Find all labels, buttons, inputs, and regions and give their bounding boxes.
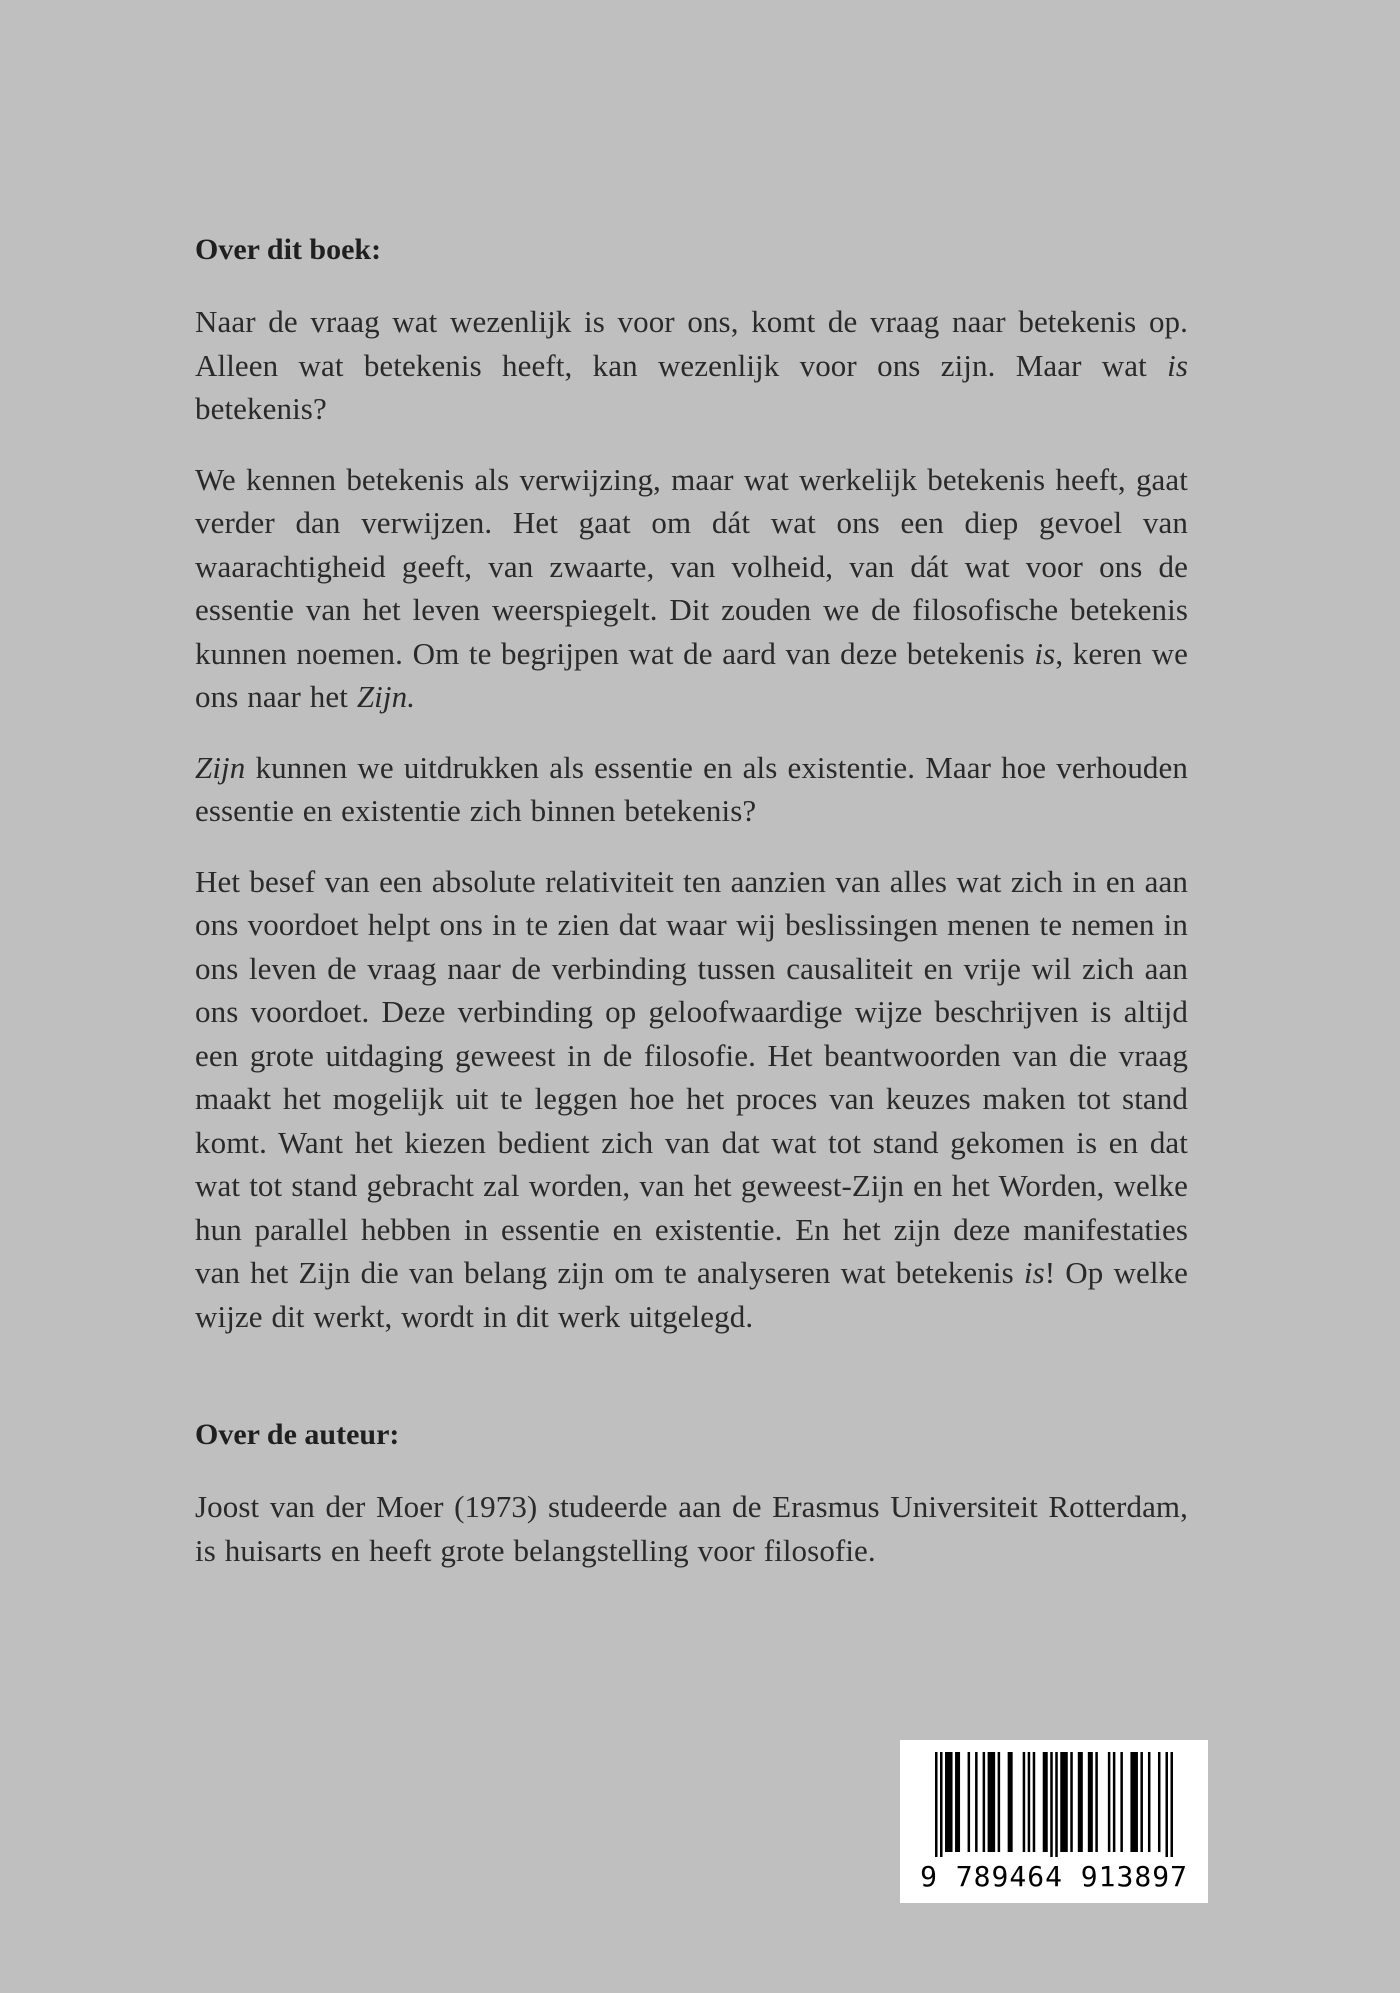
barcode-bar (1120, 1752, 1123, 1852)
barcode-bar (983, 1752, 986, 1852)
about-book-paragraph-3: Zijn kunnen we uitdrukken als essentie en als existentie. Maar hoe verhouden essentie en existentie zich binnen betekenis? (195, 749, 1188, 828)
about-author-paragraph: Joost van der Moer (1973) studeerde aan de Erasmus Universiteit Rotterdam, is huisarts en heeft grote belangstelling voor filosofie. (195, 1489, 1188, 1568)
barcode-digits: 9 789464 913897 (920, 1860, 1188, 1893)
barcode-bar (1158, 1752, 1161, 1852)
barcode-bar (955, 1752, 960, 1852)
about-book-heading: Over dit boek: (195, 233, 382, 266)
barcode-bar (1055, 1752, 1058, 1857)
barcode-bar (1078, 1752, 1083, 1852)
barcode-bar (1170, 1752, 1173, 1857)
barcode-bar (1060, 1752, 1068, 1852)
about-book-paragraph-1: Naar de vraag wat wezenlijk is voor ons, komt de vraag naar betekenis op. Alleen wat betekenis heeft, kan wezenlijk voor ons zijn. Maar wat is betekenis? (195, 304, 1188, 426)
barcode-bar (1165, 1752, 1168, 1857)
barcode-bar (1070, 1752, 1073, 1852)
barcode-bar (968, 1752, 971, 1852)
barcode-bar (935, 1752, 938, 1857)
barcode-bar (1095, 1752, 1098, 1852)
barcode-bar (1028, 1752, 1031, 1852)
isbn-barcode (900, 1740, 1208, 1903)
section-spacer (195, 1365, 1188, 1415)
about-book-paragraph-4: Het besef van een absolute relativiteit ten aanzien van alles wat zich in en aan ons voordoet helpt ons in te zien dat waar wij beslissingen menen te nemen in ons leven de vraag naar de verbinding tussen causaliteit en vrije wil zich aan ons voordoet. Deze verbinding op geloofwaardige wijze beschrijven is altijd een grote uitdaging geweest in de filosofie. Het beantwoorden van die vraag maakt het mogelijk uit te leggen hoe het proces van keuzes maken tot stand komt. Want het kiezen bedient zich van dat wat tot stand gekomen is en dat wat tot stand gebracht zal worden, van het geweest-Zijn en het Worden, welke hun parallel hebben in essentie en existentie. En het zijn deze manifestaties van het Zijn die van belang zijn om te analyseren wat betekenis is! Op welke wijze dit werkt, wordt in dit werk uitgelegd. (195, 863, 1188, 1334)
barcode-bar (940, 1752, 943, 1857)
barcode-bar (1050, 1752, 1053, 1857)
about-book-paragraph-2: We kennen betekenis als verwijzing, maar wat werkelijk betekenis heeft, gaat verder dan verwijzen. Het gaat om dát wat ons een diep gevoel van waarachtigheid geeft, van zwaarte, van volheid, van dát wat voor ons de essentie van het leven weerspiegelt. Dit zouden we de filosofische betekenis kunnen noemen. Om te begrijpen wat de aard van deze betekenis is, keren we ons naar het Zijn. (195, 461, 1188, 714)
barcode-bar (1033, 1752, 1036, 1852)
barcode-bar (1148, 1752, 1151, 1852)
about-author-heading: Over de auteur: (195, 1418, 400, 1451)
barcode-bar (1140, 1752, 1143, 1852)
barcode-bar (1023, 1752, 1026, 1852)
barcode-bar (975, 1752, 978, 1852)
barcode-bars (935, 1752, 1173, 1857)
back-cover-text (195, 230, 1188, 1599)
barcode-bar (945, 1752, 953, 1852)
barcode-bar (1108, 1752, 1111, 1852)
barcode-bar (998, 1752, 1001, 1852)
barcode-bar (1130, 1752, 1138, 1852)
barcode-bar (1113, 1752, 1116, 1852)
barcode-bar (1088, 1752, 1093, 1852)
barcode-bar (988, 1752, 996, 1852)
barcode-bar (1008, 1752, 1013, 1852)
barcode-bar (1043, 1752, 1048, 1852)
